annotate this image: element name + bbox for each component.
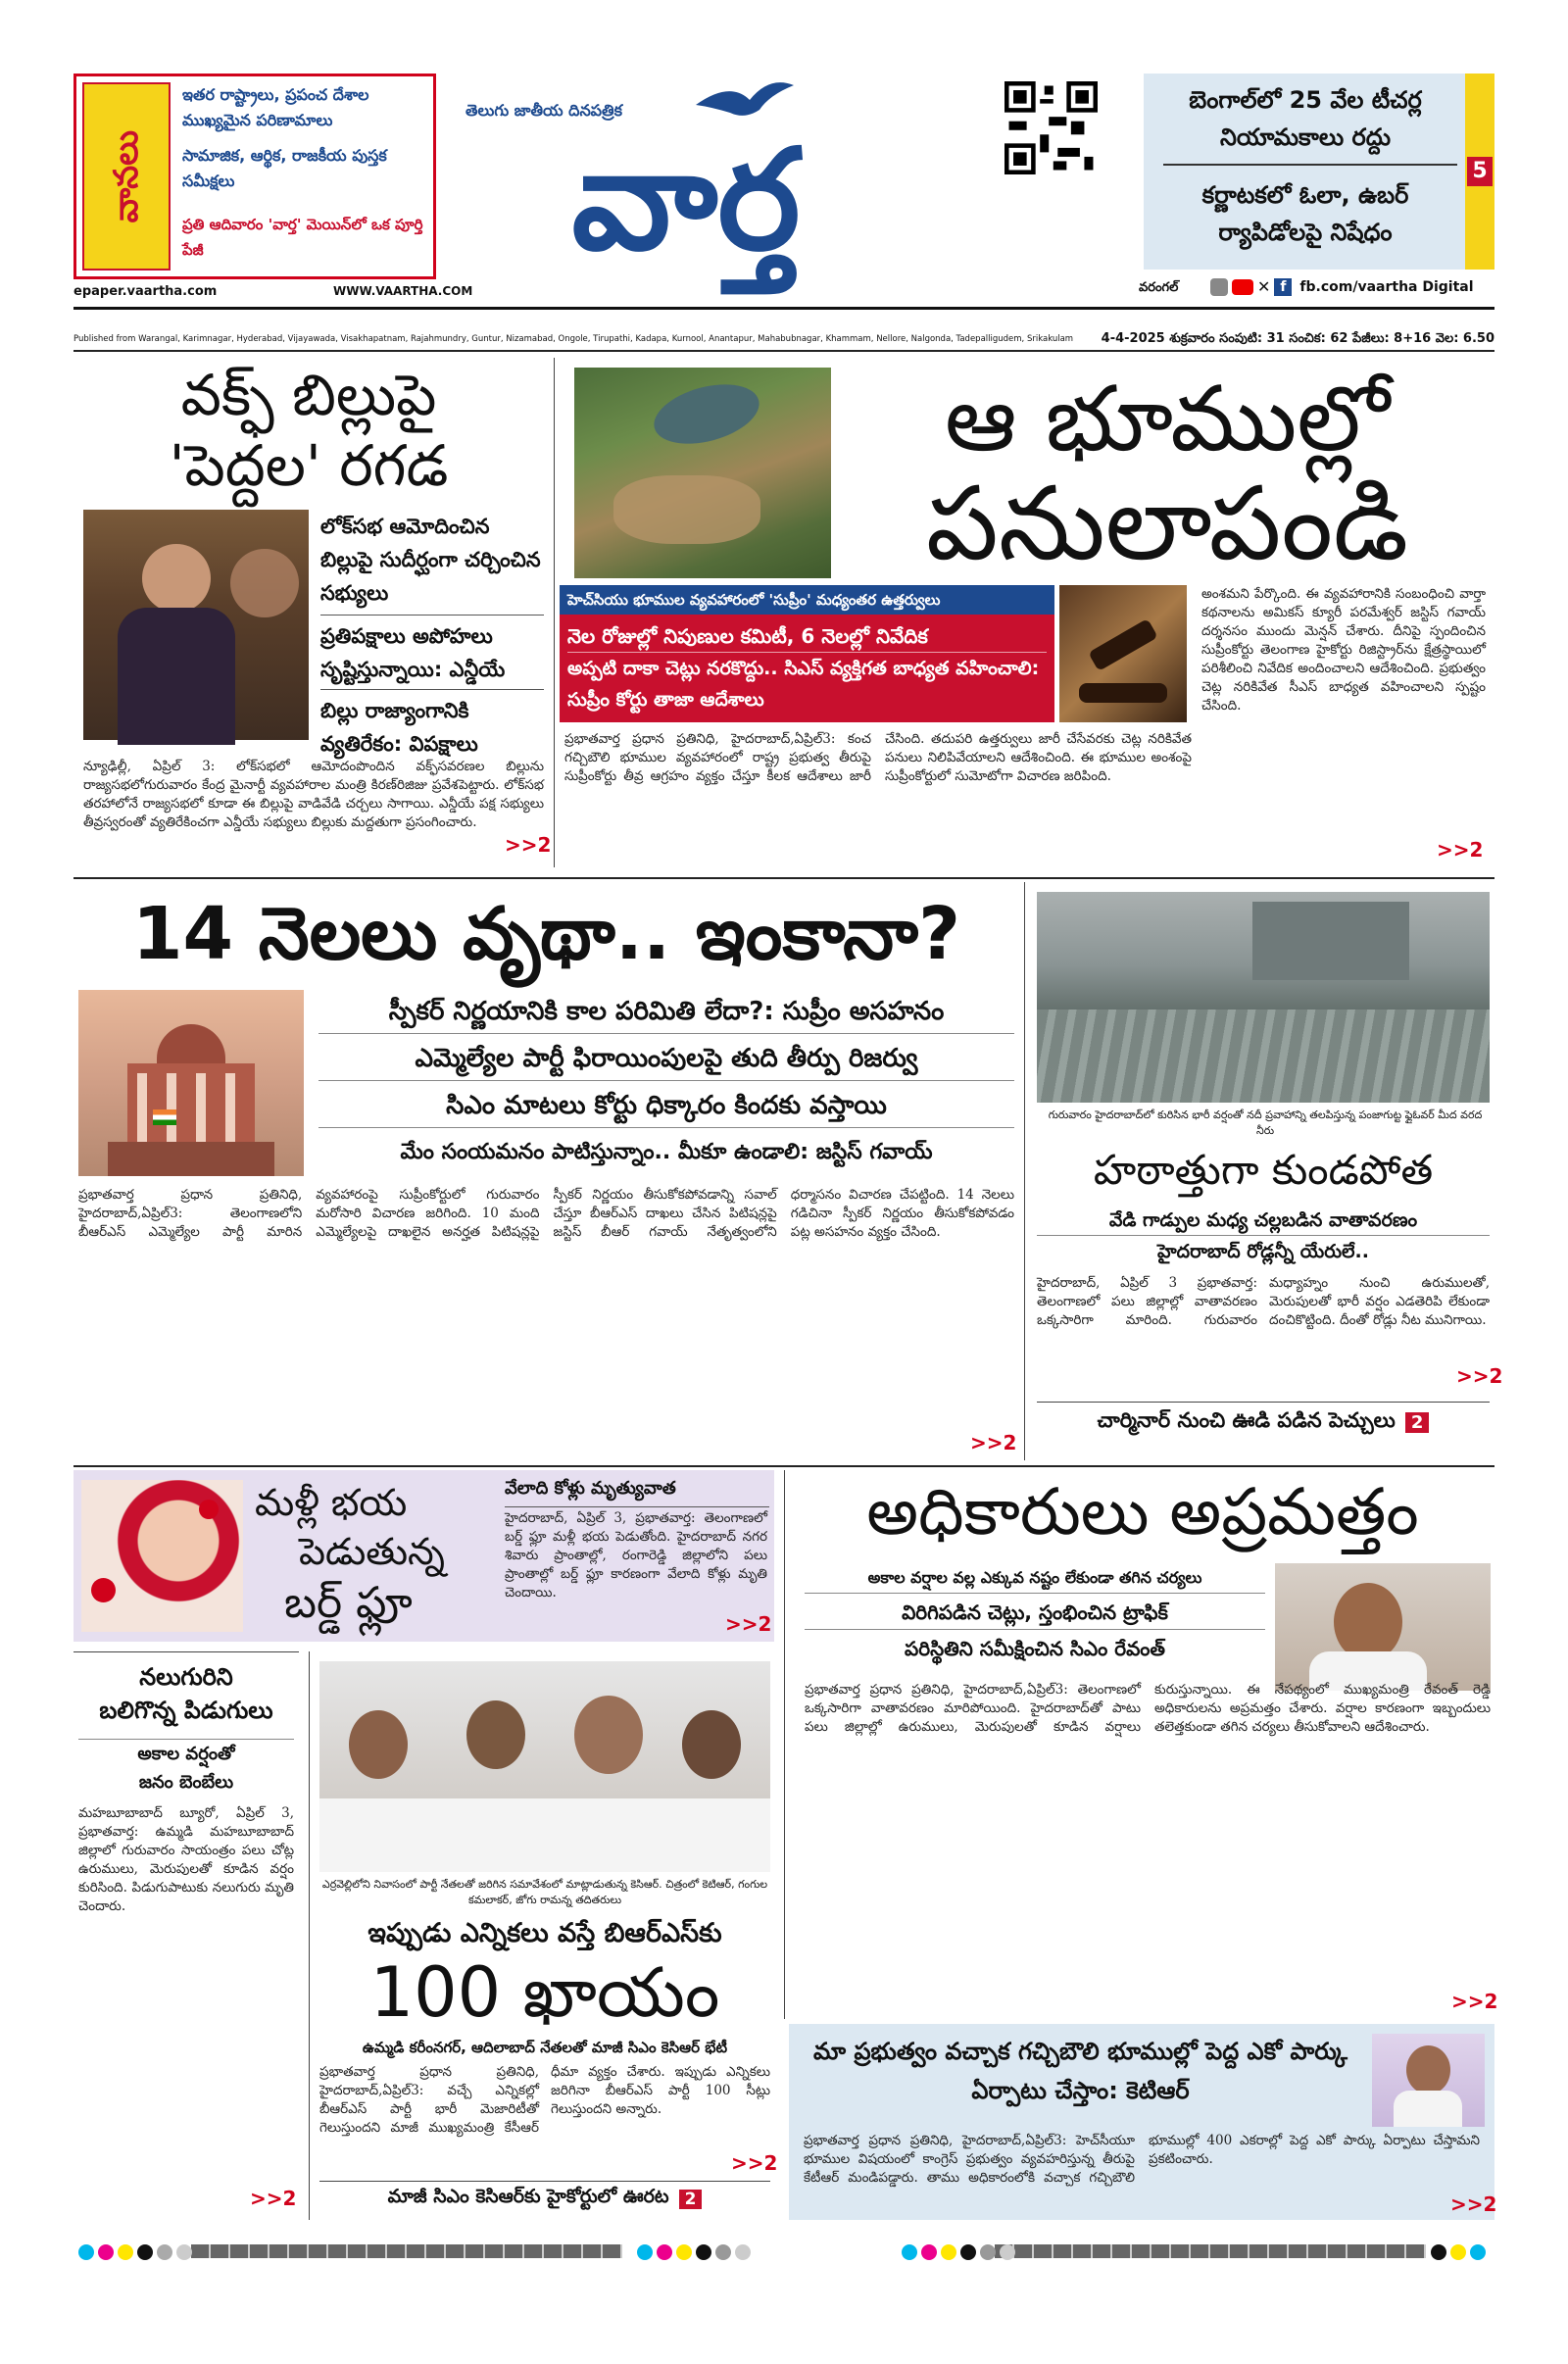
teaser-line-1: బెంగాల్‌లో 25 వేల టీచర్ల నియామకాలు రద్దు xyxy=(1189,86,1422,151)
teaser-divider xyxy=(1163,164,1457,166)
ktr-continued[interactable]: >>2 xyxy=(1450,2192,1497,2216)
ktr-headline[interactable]: మా ప్రభుత్వం వచ్చాక గచ్చిబౌలి భూముల్లో పెద్ద ఎకో పార్కు ఏర్పాటు చేస్తాం: కెటిఆర్ xyxy=(813,2038,1348,2104)
left-promo-box[interactable] xyxy=(74,74,436,279)
vaartha-logo: వార్త xyxy=(571,120,801,281)
bird-flu-deck: వేలాది కోళ్లు మృత్యువాత xyxy=(505,1478,769,1507)
instagram-icon[interactable] xyxy=(1210,278,1228,296)
kcr-meeting-photo xyxy=(319,1661,770,1872)
kcr-page-badge: 2 xyxy=(679,2190,703,2209)
teaser-page-badge: 5 xyxy=(1465,74,1494,270)
hcu-deck-1: నెల రోజుల్లో నిపుణుల కమిటీ, 6 నెలల్లో నివేదిక xyxy=(567,620,1047,653)
right-teaser-box[interactable] xyxy=(1144,74,1494,270)
charminar-teaser-text: చార్మినార్ నుంచి ఊడి పడిన పెచ్చులు xyxy=(1097,1407,1396,1432)
lightning-body: మహబూబాబాద్ బ్యూరో, ఏప్రిల్ 3, ప్రభాతవార్త: ఉమ్మడి మహబూబాబాద్ జిల్లాలో గురువారం సాయంత్రం పలు చోట్ల ఉరుములు, మెరుపులతో కూడిన వర్షం కురిసింది. పిడుగుపాటుకు నలుగురు మృతి చెందారు. xyxy=(78,1805,294,1914)
bird-flu-photo xyxy=(81,1480,243,1632)
officials-headline[interactable]: అధికారులు అప్రమత్తం xyxy=(866,1474,1419,1550)
waqf-story xyxy=(74,358,552,867)
fourteen-continued[interactable]: >>2 xyxy=(970,1431,1017,1454)
bird-flu-body: హైదరాబాద్, ఏప్రిల్ 3, ప్రభాతవార్త: తెలంగాణలో బర్డ్ ఫ్లూ మళ్లీ భయ పెడుతోంది. హైదరాబాద్ నగర శివారు ప్రాంతాల్లో, రంగారెడ్డి జిల్లాలోని పలు ప్రాంతాల్లో బర్డ్ ఫ్లూ కారణంగా వేలాది కోళ్లు మృతి చెందాయి. xyxy=(505,1510,767,1601)
fourteen-deck-3: సిఎం మాటలు కోర్టు ధిక్కారం కిందకు వస్తాయి xyxy=(318,1084,1014,1128)
youtube-icon[interactable] xyxy=(1232,279,1253,295)
bird-flu-story xyxy=(74,1470,774,1642)
social-icons[interactable] xyxy=(1210,277,1474,296)
social-handle[interactable]: fb.com/vaartha Digital xyxy=(1299,278,1474,295)
masthead xyxy=(74,74,1494,323)
hcu-headline-1[interactable]: ఆ భూముల్లో xyxy=(944,367,1391,471)
kcr-highcourt-teaser[interactable] xyxy=(319,2181,770,2216)
kcr-teaser-text: మాజీ సిఎం కెసిఆర్‌కు హైకోర్టులో ఊరట xyxy=(387,2186,669,2207)
waqf-headline-2[interactable]: 'పెద్దల' రగడ xyxy=(169,432,449,499)
brs-story xyxy=(309,1651,779,2220)
promo-item-1: ఇతర రాష్ట్రాలు, ప్రపంచ దేశాల ముఖ్యమైన పరిణామాలు xyxy=(182,85,369,129)
hcu-aerial-photo xyxy=(574,368,831,578)
hcu-body-right: అంశమని పేర్కొంది. ఈ వ్యవహారానికి సంబంధించి వార్తా కథనాలను అమికస్ క్యూరీ పరమేశ్వర్ జస్టిస్ గవాయ్ దర్శనసం ముందు మెన్షన్ చేశారు. దీనిపై స్పందించిన సుప్రీంకోర్టు తెలంగాణ హైకోర్టు రిజిస్ట్రార్‌ను క్షేత్రస్థాయిలో పరిశీలించి నివేదిక అందించాలని ఆదేశించింది. ప్రభుత్వం చెట్ల నరికివేత సీఎస్ బాధ్యత వహించాలని స్పష్టం చేసింది. xyxy=(1201,586,1486,714)
epaper-url[interactable]: epaper.vaartha.com xyxy=(74,284,218,299)
promo-item-3: ప్రతి ఆదివారం 'వార్త' మెయిన్‌లో ఒక పూర్తి పేజీ xyxy=(182,216,423,259)
bird-flu-continued[interactable]: >>2 xyxy=(725,1612,772,1636)
bird-flu-headline-1[interactable]: మళ్లీ భయ xyxy=(255,1481,408,1524)
edition-city: వరంగల్ xyxy=(1139,280,1179,295)
lightning-headline-1[interactable]: నలుగురిని xyxy=(139,1663,233,1691)
officials-deck-2: విరిగిపడిన చెట్లు, స్తంభించిన ట్రాఫిక్ xyxy=(805,1596,1265,1630)
lightning-deck-1: అకాల వర్షంతో xyxy=(78,1739,294,1769)
rain-body: హైదరాబాద్, ఏప్రిల్ 3 ప్రభాతవార్త: తెలంగాణలో పలు జిల్లాల్లో వాతావరణం ఒక్కసారిగా మారింది. గురువారం మధ్యాహ్నం నుంచి ఉరుములతో, మెరుపులతో భారీ వర్షం ఎడతెరిపి లేకుండా దంచికొట్టింది. దీంతో రోడ్లు నీట మునిగాయి. xyxy=(1037,1275,1490,1328)
hcu-story xyxy=(554,358,1494,867)
fourteen-months-story xyxy=(74,882,1019,1460)
brs-headline-2[interactable]: 100 ఖాయం xyxy=(369,1952,720,2033)
brs-headline-1[interactable]: ఇప్పుడు ఎన్నికలు వస్తే బిఆర్ఎస్‌కు xyxy=(368,1918,722,1948)
bird-flu-headline-2[interactable]: పెడుతున్న xyxy=(299,1530,445,1573)
brs-deck: ఉమ్మడి కరీంనగర్, ఆదిలాబాద్ నేతలతో మాజీ సిఎం కెసిఆర్ భేటీ xyxy=(362,2039,728,2056)
ktr-body: ప్రభాతవార్త ప్రధాన ప్రతినిధి, హైదరాబాద్,ఏప్రిల్3: హెచ్‌సీయూ భూముల విషయంలో కాంగ్రెస్ ప్రభుత్వం వ్యవహరిస్తున్న తీరుపై కేటీఆర్ మండిపడ్డారు. తాము అధికారంలోకి వచ్చాక గచ్చిబౌలి భూముల్లో 400 ఎకరాల్లో పెద్ద ఎకో పార్కు ఏర్పాటు చేస్తామని ప్రకటించారు. xyxy=(804,2133,1480,2186)
lightning-story xyxy=(74,1651,299,2220)
dateline: 4-4-2025 శుక్రవారం సంపుటి: 31 సంచిక: 62 పేజీలు: 8+16 వెల: 6.50 xyxy=(1101,331,1494,346)
registration-marks xyxy=(74,2237,1494,2268)
officials-continued[interactable]: >>2 xyxy=(1451,1990,1498,2013)
waqf-body: న్యూఢిల్లీ, ఏప్రిల్ 3: లోక్‌సభలో ఆమోదంపొందిన వక్ఫ్‌సవరణల బిల్లును రాజ్యసభలోగురువారం కేంద్ర మైనార్టీ వ్యవహారాల మంత్రి కిరణ్‌రిజిజు ప్రవేశపెట్టారు. లోక్‌సభ తరహాలోనే రాజ్యసభలో కూడా ఈ బిల్లుపై వాడివేడి చర్చలు సాగాయి. ఎన్డీయే పక్ష సభ్యులు తీవ్రస్వరంతో వ్యతిరేకించగా ఎన్డీయే సభ్యులు బిల్లుకు మద్దతుగా ప్రసంగించారు. xyxy=(83,759,544,830)
website-url[interactable]: WWW.VAARTHA.COM xyxy=(333,284,473,298)
fourteen-deck-1: స్పీకర్ నిర్ణయానికి కాల పరిమితి లేదా?: సుప్రీం అసహనం xyxy=(318,990,1014,1034)
rain-continued[interactable]: >>2 xyxy=(1456,1364,1503,1388)
revanth-photo xyxy=(1275,1563,1491,1691)
hcu-decks xyxy=(560,615,1054,722)
charminar-teaser[interactable] xyxy=(1037,1402,1490,1443)
masthead-rule xyxy=(74,307,1494,310)
waqf-deck-3: బిల్లు రాజ్యాంగానికి వ్యతిరేకం: విపక్షాలు xyxy=(320,689,544,761)
fourteen-body: ప్రభాతవార్త ప్రధాన ప్రతినిధి, హైదరాబాద్,ఏప్రిల్3: తెలంగాణలోని బీఆర్ఎస్ ఎమ్మెల్యేల పార్టీ మారిన వ్యవహారంపై సుప్రీంకోర్టులో గురువారం మరోసారి విచారణ జరిగింది. 10 మంది ఎమ్మెల్యేలపై దాఖలైన అనర్హత పిటిషన్లపై స్పీకర్ నిర్ణయం తీసుకోకపోవడాన్ని సవాల్ చేస్తూ బీఆర్ఎస్ దాఖలు చేసిన పిటిషన్లపై జస్టిస్ బీఆర్ గవాయ్ నేతృత్వంలోని ధర్మాసనం విచారణ చేపట్టింది. 14 నెలలు గడిచినా స్పీకర్ నిర్ణయం తీసుకోకపోవడం పట్ల అసహనం వ్యక్తం చేసింది. xyxy=(78,1187,1014,1240)
ktr-story xyxy=(789,2024,1497,2220)
officials-deck-3: పరిస్థితిని సమీక్షించిన సిఎం రేవంత్ xyxy=(904,1637,1165,1660)
charminar-page-badge: 2 xyxy=(1405,1412,1430,1433)
rain-story xyxy=(1024,882,1503,1460)
teaser-line-2: కర్ణాటకలో ఓలా, ఉబర్ ర్యాపిడోలపై నిషేధం xyxy=(1201,181,1409,246)
promo-item-2: సామాజిక, ఆర్థిక, రాజకీయ పుస్తక సమీక్షలు xyxy=(182,146,387,190)
x-icon[interactable]: ✕ xyxy=(1257,277,1271,296)
waqf-deck-2: ప్రతిపక్షాలు అపోహలు సృష్టిస్తున్నాయి: ఎన్డీయే xyxy=(320,615,544,686)
officials-deck-1: అకాల వర్షాల వల్ల ఎక్కువ నష్టం లేకుండా తగిన చర్యలు xyxy=(805,1563,1265,1594)
waqf-photo xyxy=(83,510,309,740)
hcu-headline-2[interactable]: పనులాపండి xyxy=(925,464,1409,583)
waqf-deck-1: లోక్‌సభ ఆమోదించిన బిల్లుపై సుదీర్ఘంగా చర్చించిన సభ్యులు xyxy=(320,515,541,605)
bird-flu-headline-3[interactable]: బర్డ్ ఫ్లూ xyxy=(284,1578,413,1628)
section-rule-1 xyxy=(74,877,1494,879)
lightning-headline-2[interactable]: బలిగొన్న పిడుగులు xyxy=(99,1697,273,1724)
ktr-photo xyxy=(1372,2034,1485,2127)
fourteen-deck-2: ఎమ్మెల్యేల పార్టీ ఫిరాయింపులపై తుది తీర్పు రిజర్వు xyxy=(318,1037,1014,1081)
rain-deck-2: హైదరాబాద్ రోడ్లన్నీ యేరులే.. xyxy=(1157,1241,1369,1262)
waqf-headline-1[interactable]: వక్ఫ్ బిల్లుపై xyxy=(180,362,437,428)
fourteen-headline[interactable]: 14 నెలలు వృథా.. ఇంకానా? xyxy=(132,892,960,976)
qr-code-icon[interactable] xyxy=(1004,81,1098,174)
rain-headline[interactable]: హఠాత్తుగా కుండపోత xyxy=(1093,1146,1434,1194)
brs-continued[interactable]: >>2 xyxy=(731,2151,778,2175)
hcu-continued[interactable]: >>2 xyxy=(1437,838,1484,862)
rain-caption: గురువారం హైదరాబాద్‌లో కురిసిన భారీ వర్షంతో నదీ ప్రవాహాన్ని తలపిస్తున్న పంజాగుట్ట ఫ్లైఓవర్ మీద వరద నీరు xyxy=(1048,1108,1483,1137)
gavel-photo xyxy=(1059,585,1187,722)
facebook-icon[interactable]: f xyxy=(1274,278,1292,296)
lightning-deck-2: జనం బెంబేలు xyxy=(138,1772,234,1793)
brs-body: ప్రభాతవార్త ప్రధాన ప్రతినిధి, హైదరాబాద్,ఏప్రిల్3: వచ్చే ఎన్నికల్లో బీఆర్ఎస్ పార్టీ భారీ మెజారిటీతో గెలుస్తుందని మాజీ ముఖ్యమంత్రి కేసీఆర్ ధీమా వ్యక్తం చేశారు. ఇప్పుడు ఎన్నికలు జరిగినా బీఆర్ఎస్ పార్టీ 100 సీట్లు గెలుస్తుందని అన్నారు. xyxy=(319,2064,770,2136)
section-rule-2 xyxy=(74,1465,1494,1467)
published-from: Published from Warangal, Karimnagar, Hyderabad, Vijayawada, Visakhapatnam, Rajahmundry, Guntur, Nizamabad, Ongole, Tirupathi, Kadapa, Kurnool, Anantapur, Mahabubnagar, Khammam, Nellore, Nalgonda, Tadepalligudem, Srikakulam xyxy=(74,334,1074,344)
dateline-rule xyxy=(74,350,1494,352)
waqf-continued[interactable]: >>2 xyxy=(505,833,552,857)
hcu-bar: హెచ్‌సియు భూముల వ్యవహారంలో 'సుప్రీం' మధ్యంతర ఉత్తర్వులు xyxy=(560,585,1054,615)
promo-logo: వానలు xyxy=(82,82,171,271)
hcu-deck-2: అప్పటి దాకా చెట్లు నరకొద్దు.. సిఎస్ వ్యక్తిగత బాధ్యత వహించాలి: సుప్రీం కోర్టు తాజా ఆదేశాలు xyxy=(567,658,1040,711)
kcr-photo-caption: ఎర్రవెల్లిలోని నివాసంలో పార్టీ నేతలతో జరిగిన సమావేశంలో మాట్లాడుతున్న కెసిఆర్. చిత్రంలో కెటిఆర్, గంగుల కమలాకర్, జోగు రామన్న తదితరులు xyxy=(321,1878,768,1906)
rain-deck-1: వేడి గాడ్పుల మధ్య చల్లబడిన వాతావరణం xyxy=(1037,1206,1490,1236)
tagline: తెలుగు జాతీయ దినపత్రిక xyxy=(466,101,622,120)
supreme-court-photo xyxy=(78,990,304,1176)
hcu-body-left: ప్రభాతవార్త ప్రధాన ప్రతినిధి, హైదరాబాద్,ఏప్రిల్3: కంచ గచ్చిబౌలి భూముల వ్యవహారంలో రాష్ట్ర ప్రభుత్వ తీరుపై సుప్రీంకోర్టు తీవ్ర ఆగ్రహం వ్యక్తం చేస్తూ కీలక ఆదేశాలు జారీ చేసింది. తదుపరి ఉత్తర్వులు జారీ చేసేవరకు చెట్ల నరికివేత పనులు నిలిపివేయాలని ఆదేశించింది. ఈ భూముల అంశంపై సుప్రీంకోర్టులో సుమోటోగా విచారణ జరిపింది. xyxy=(564,731,1192,784)
officials-story xyxy=(784,1470,1498,2019)
officials-body: ప్రభాతవార్త ప్రధాన ప్రతినిధి, హైదరాబాద్,ఏప్రిల్3: తెలంగాణలో ఒక్కసారిగా వాతావరణం మారిపోయింది. హైదరాబాద్‌తో పాటు పలు జిల్లాల్లో ఉరుములు, మెరుపులతో కూడిన వర్షాలు కురుస్తున్నాయి. ఈ నేపథ్యంలో ముఖ్యమంత్రి రేవంత్ రెడ్డి అధికారులను అప్రమత్తం చేశారు. వర్షాల కారణంగా ఇబ్బందులు తలెత్తకుండా తగిన చర్యలు తీసుకోవాలని ఆదేశించారు. xyxy=(805,1682,1491,1735)
lightning-continued[interactable]: >>2 xyxy=(250,2187,297,2210)
flooded-road-photo xyxy=(1037,892,1490,1103)
fourteen-deck-4: మేం సంయమనం పాటిస్తున్నాం.. మీకూ ఉండాలి: జస్టిస్ గవాయ్ xyxy=(400,1140,933,1164)
